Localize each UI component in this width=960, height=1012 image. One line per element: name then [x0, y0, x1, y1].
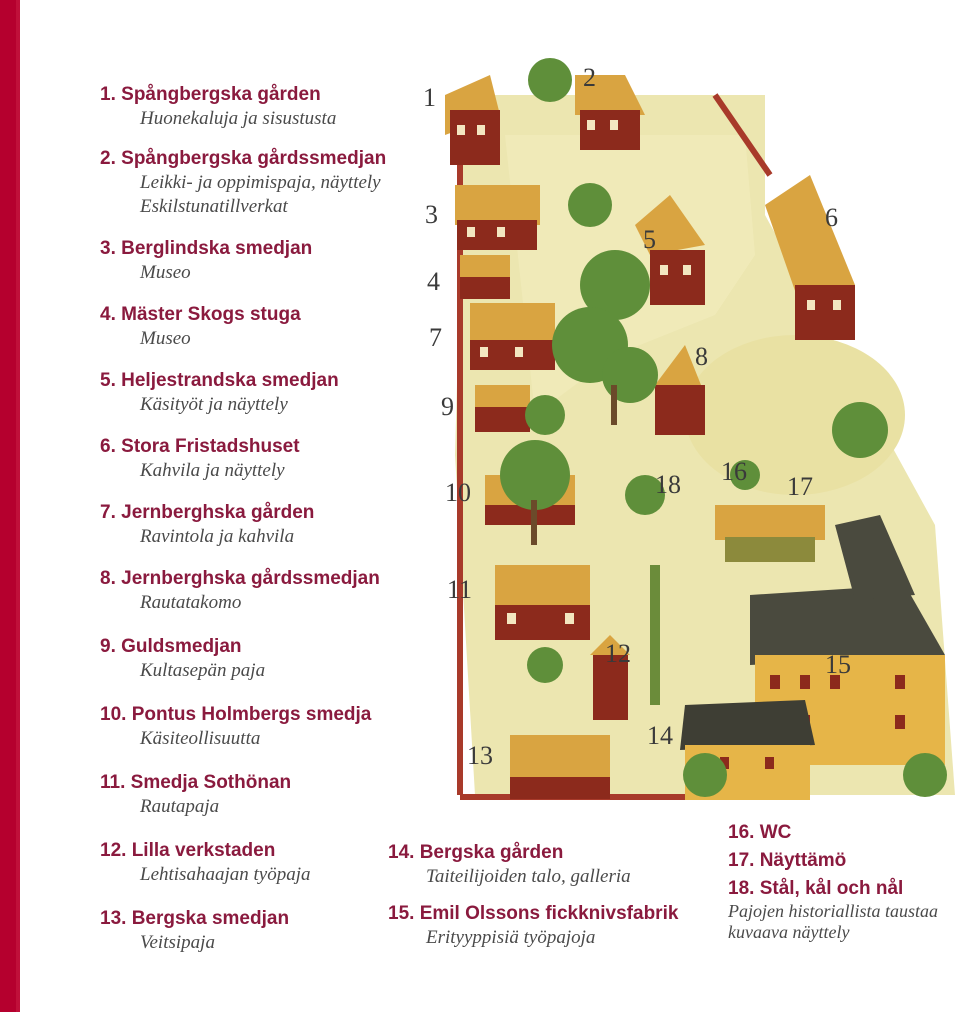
legend-number: 16. [728, 822, 755, 843]
legend-item-3 [100, 238, 430, 285]
legend-number: 3. [100, 238, 116, 259]
map-label-18: 18 [655, 470, 681, 499]
map-label-1: 1 [423, 83, 436, 112]
legend-subtitle: Rautatakomo [140, 592, 242, 613]
legend-item-5 [100, 370, 430, 417]
legend-subtitle: Rautapaja [140, 796, 220, 817]
legend-number: 8. [100, 568, 116, 589]
legend-subtitle: Käsityöt ja näyttely [140, 394, 288, 415]
legend-item-17 [728, 850, 958, 872]
map-label-7: 7 [429, 323, 442, 352]
legend-number: 14. [388, 842, 415, 863]
legend-subtitle: Kahvila ja näyttely [140, 460, 285, 481]
legend-title: Spångbergska gårdssmedjan [121, 148, 387, 169]
house-1 [445, 75, 500, 165]
legend-number: 13. [100, 908, 127, 929]
legend-subtitle: Taiteilijoiden talo, galleria [426, 866, 631, 887]
legend-item-2 [100, 148, 430, 219]
legend-subtitle: Leikki- ja oppimispaja, näyttely [140, 172, 381, 193]
map-label-12: 12 [605, 639, 631, 668]
house-7 [470, 303, 555, 370]
legend-number: 7. [100, 502, 116, 523]
legend-item-7 [100, 502, 430, 549]
legend-subtitle: Museo [140, 262, 191, 283]
house-13 [510, 735, 610, 799]
map-label-17: 17 [787, 472, 813, 501]
legend-title: Guldsmedjan [121, 636, 242, 657]
legend-title: WC [759, 822, 792, 843]
legend-subtitle: Veitsipaja [140, 932, 215, 953]
legend-number: 6. [100, 436, 116, 457]
legend-number: 18. [728, 878, 755, 899]
legend-number: 4. [100, 304, 116, 325]
legend-item-8 [100, 568, 430, 615]
map-label-2: 2 [583, 63, 596, 92]
legend-title: Jernberghska gården [121, 502, 315, 523]
legend-subtitle: Pajojen historiallista taustaa [728, 901, 939, 921]
legend-item-16 [728, 822, 958, 844]
legend-item-4 [100, 304, 430, 351]
map-label-3: 3 [425, 200, 438, 229]
map-label-13: 13 [467, 741, 493, 770]
house-4 [460, 255, 510, 299]
legend-title: Berglindska smedjan [121, 238, 313, 259]
legend-title: Stål, kål och nål [759, 878, 904, 899]
map-label-10: 10 [445, 478, 471, 507]
red-side-band [0, 0, 20, 1012]
legend-title: Smedja Sothönan [130, 772, 292, 793]
legend-title: Heljestrandska smedjan [121, 370, 339, 391]
legend-item-9 [100, 636, 430, 683]
legend-number: 12. [100, 840, 127, 861]
map-illustration [415, 55, 960, 810]
legend-subtitle: Museo [140, 328, 191, 349]
legend-number: 17. [728, 850, 755, 871]
map-label-5: 5 [643, 225, 656, 254]
legend-subtitle: Lehtisahaajan työpaja [140, 864, 311, 885]
legend-title: Spångbergska gården [121, 84, 321, 105]
legend-item-1 [100, 84, 430, 131]
legend-item-13 [100, 908, 430, 955]
legend-number: 2. [100, 148, 116, 169]
house-9 [475, 385, 530, 432]
map-label-4: 4 [427, 267, 440, 296]
house-3 [455, 185, 540, 250]
house-16 [715, 505, 825, 562]
legend-title: Bergska smedjan [131, 908, 290, 929]
legend-item-18 [728, 878, 958, 943]
legend-subtitle: Huonekaluja ja sisustusta [140, 108, 337, 129]
legend-item-12 [100, 840, 430, 887]
legend-title: Jernberghska gårdssmedjan [121, 568, 380, 589]
legend-title: Mäster Skogs stuga [121, 304, 301, 325]
map-label-6: 6 [825, 203, 838, 232]
legend-item-11 [100, 772, 430, 819]
legend-right-list [728, 822, 958, 957]
legend-subtitle-2: kuvaava näyttely [728, 922, 850, 942]
map-label-8: 8 [695, 342, 708, 371]
legend-subtitle: Ravintola ja kahvila [140, 526, 295, 547]
legend-title: Stora Fristadshuset [121, 436, 300, 457]
legend-subtitle: Käsiteollisuutta [140, 728, 261, 749]
legend-item-10 [100, 704, 430, 751]
legend-subtitle: Erityyppisiä työpajoja [426, 927, 596, 948]
house-11 [495, 565, 590, 640]
legend-item-6 [100, 436, 430, 483]
legend-number: 5. [100, 370, 116, 391]
map-label-16: 16 [721, 457, 747, 486]
map-label-11: 11 [447, 575, 473, 604]
legend-title: Emil Olssons fickknivsfabrik [419, 903, 679, 924]
legend-mid-list [388, 842, 718, 964]
map-label-9: 9 [441, 392, 454, 421]
legend-subtitle: Kultasepän paja [140, 660, 266, 681]
legend-title: Bergska gården [419, 842, 564, 863]
legend-item-15 [388, 903, 718, 950]
legend-number: 10. [100, 704, 127, 725]
legend-title: Näyttämö [759, 850, 847, 871]
legend-title: Lilla verkstaden [131, 840, 276, 861]
village-map [415, 55, 960, 810]
legend-number: 11. [100, 772, 126, 793]
legend-number: 15. [388, 903, 415, 924]
legend-number: 1. [100, 84, 116, 105]
legend-subtitle-2: Eskilstunatillverkat [140, 196, 288, 217]
map-label-14: 14 [647, 721, 673, 750]
map-label-15: 15 [825, 650, 851, 679]
legend-item-14 [388, 842, 718, 889]
legend-title: Pontus Holmbergs smedja [131, 704, 372, 725]
legend-number: 9. [100, 636, 116, 657]
